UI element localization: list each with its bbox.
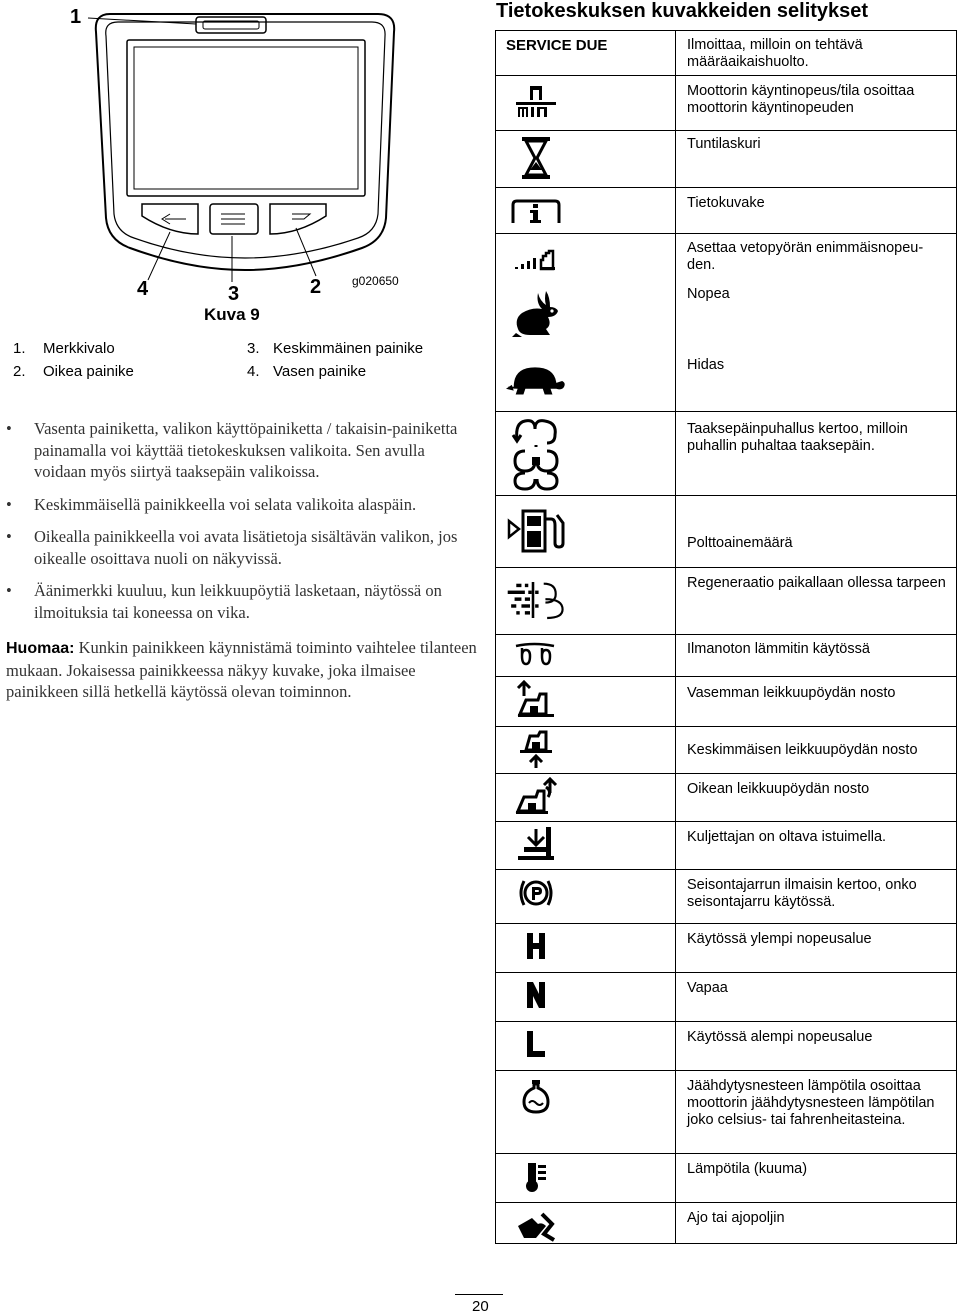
callout-2: 2 [310, 276, 322, 298]
neutral-icon [506, 980, 566, 1010]
info-center-drawing [0, 0, 490, 330]
service-due-label: SERVICE DUE [506, 37, 608, 54]
row-separator [496, 567, 956, 568]
table-row [496, 187, 956, 233]
legend-number: 1. [13, 340, 26, 357]
fuel-icon [506, 509, 566, 553]
row-separator [496, 821, 956, 822]
left-deck-raise-icon [506, 680, 566, 718]
legend-number: 2. [13, 363, 26, 380]
table-row [496, 1021, 956, 1070]
table-row [496, 676, 956, 726]
table-row [496, 726, 956, 773]
regeneration-icon [506, 577, 566, 623]
row-separator [496, 1202, 956, 1203]
row-separator [496, 75, 956, 76]
high-range-icon [506, 931, 566, 961]
footer-rule [455, 1294, 503, 1295]
icon-table [495, 30, 957, 1244]
bullet-text: Keskimmäisellä painikkeella voi selata valikoita alaspäin. [34, 494, 417, 514]
low-range-icon [506, 1029, 566, 1059]
row-description: Asettaa vetopyörän enimmäisnopeu-den. [687, 240, 924, 273]
row-description: Käytössä ylempi nopeusalue [687, 931, 872, 947]
table-row [496, 773, 956, 821]
callout-3: 3 [228, 283, 240, 305]
row-description: Kuljettajan on oltava istuimella. [687, 829, 887, 845]
table-row [496, 1202, 956, 1245]
callout-4: 4 [137, 278, 149, 300]
info-icon [506, 199, 566, 225]
bullet-dot: • [6, 581, 12, 600]
bullet-item [6, 580, 478, 623]
rabbit-icon [506, 289, 566, 339]
legend-item-3 [247, 340, 424, 357]
row-separator [496, 233, 956, 234]
legend-label: Keskimmäinen painike [273, 340, 424, 357]
table-row [496, 233, 956, 279]
table-title: Tietokeskuksen kuvakkeiden selitykset [496, 0, 869, 22]
row-separator [496, 676, 956, 677]
table-row [496, 1153, 956, 1202]
bullet-dot: • [6, 527, 12, 546]
table-row [496, 567, 956, 634]
row-separator [496, 972, 956, 973]
row-separator [496, 773, 956, 774]
callout-1: 1 [70, 6, 82, 28]
legend-item-1 [13, 340, 115, 357]
table-row [496, 634, 956, 676]
row-separator [496, 1070, 956, 1071]
legend-number: 4. [247, 363, 260, 380]
table-row [496, 31, 956, 75]
row-description: Keskimmäisen leikkuupöydän nosto [687, 742, 918, 758]
speed-ramp-icon [506, 249, 566, 271]
row-description: Vapaa [687, 980, 728, 996]
center-deck-raise-icon [506, 730, 566, 770]
row-description: Vasemman leikkuupöydän nosto [687, 685, 896, 701]
note-paragraph [6, 637, 478, 703]
table-row [496, 130, 956, 187]
table-row [496, 1070, 956, 1153]
legend-number: 3. [247, 340, 260, 357]
row-separator [496, 187, 956, 188]
table-row [496, 345, 956, 411]
bullet-item [6, 494, 478, 516]
figure-code: g020650 [352, 274, 399, 288]
temperature-hot-icon [506, 1161, 566, 1193]
row-description: Seisontajarrun ilmaisin kertoo, onko seisontajarru käytössä. [687, 877, 917, 910]
reverse-fan-icon [506, 415, 566, 491]
glow-plug-icon [506, 642, 566, 668]
info-center-figure [0, 0, 490, 330]
row-description: Moottorin käyntinopeus/tila osoittaa moottorin käyntinopeuden [687, 83, 915, 116]
row-separator [496, 634, 956, 635]
table-row [496, 869, 956, 923]
table-row [496, 411, 956, 495]
row-separator [496, 923, 956, 924]
table-row [496, 972, 956, 1021]
row-separator [496, 411, 956, 412]
bullet-dot: • [6, 419, 12, 438]
body-text [6, 418, 478, 703]
row-separator [496, 1153, 956, 1154]
row-separator [496, 130, 956, 131]
parking-brake-icon [506, 877, 566, 909]
row-description: Hidas [687, 357, 725, 373]
row-description: Regeneraatio paikallaan ollessa tarpeen [687, 575, 946, 591]
row-separator [496, 495, 956, 496]
bullet-text: Äänimerkki kuuluu, kun leikkuupöytiä lasketaan, näytössä on ilmoituksia tai koneessa on vika. [34, 581, 442, 622]
bullet-dot: • [6, 494, 12, 514]
legend-label: Vasen painike [273, 363, 367, 380]
row-description: Ilmanoton lämmitin käytössä [687, 641, 870, 657]
row-description: Polttoainemäärä [687, 535, 793, 551]
bullet-item [6, 526, 478, 569]
right-deck-raise-icon [506, 777, 566, 815]
row-description: Tietokuvake [687, 195, 765, 211]
table-row [496, 821, 956, 869]
bullet-text: Oikealla painikkeella voi avata lisätietoja sisältävän valikon, jos oikealle osoittava nuoli on näkyvissä. [34, 527, 458, 568]
coolant-temp-icon [506, 1078, 566, 1114]
turtle-icon [506, 363, 566, 397]
legend-label: Merkkivalo [43, 340, 115, 357]
row-description: Taaksepäinpuhallus kertoo, milloin puhallin puhaltaa taaksepäin. [687, 421, 908, 454]
legend-item-2 [13, 363, 134, 380]
engine-rpm-icon [506, 83, 566, 119]
traction-pedal-icon [506, 1212, 566, 1242]
row-description: Jäähdytysnesteen lämpötila osoittaa moottorin jäähdytysnesteen lämpötilan joko celsius- tai fahrenheitasteina. [687, 1078, 935, 1128]
row-description: Tuntilaskuri [687, 136, 761, 152]
legend-item-4 [247, 363, 367, 380]
table-row [496, 75, 956, 130]
table-row [496, 495, 956, 567]
row-separator [496, 726, 956, 727]
row-separator [496, 869, 956, 870]
note-label: Huomaa: [6, 640, 75, 657]
figure-caption: Kuva 9 [204, 305, 260, 324]
row-description: Käytössä alempi nopeusalue [687, 1029, 873, 1045]
note-text: Kunkin painikkeen käynnistämä toiminto vaihtelee tilanteen mukaan. Jokaisessa painikkeessa näkyy kuvake, joka ilmaisee painikkeen sillä hetkellä käytössä olevan toiminnon. [6, 638, 477, 701]
row-description: Oikean leikkuupöydän nosto [687, 781, 870, 797]
row-description: Lämpötila (kuuma) [687, 1161, 808, 1177]
hourglass-icon [506, 136, 566, 180]
table-row [496, 923, 956, 972]
row-description: Ajo tai ajopoljin [687, 1210, 785, 1226]
row-separator [496, 1021, 956, 1022]
row-description: Ilmoittaa, milloin on tehtävä määräaikaishuolto. [687, 37, 863, 70]
page-number: 20 [472, 1298, 489, 1315]
bullet-text: Vasenta painiketta, valikon käyttöpainiketta / takaisin-painiketta painamalla voi käyttää tietokeskuksen valikoita. Sen avulla voidaan myös siirtyä taaksepäin valikoissa. [34, 419, 458, 481]
table-row [496, 279, 956, 345]
row-description: Nopea [687, 286, 730, 302]
operator-seat-icon [506, 827, 566, 861]
bullet-item [6, 418, 478, 483]
legend-label: Oikea painike [43, 363, 134, 380]
